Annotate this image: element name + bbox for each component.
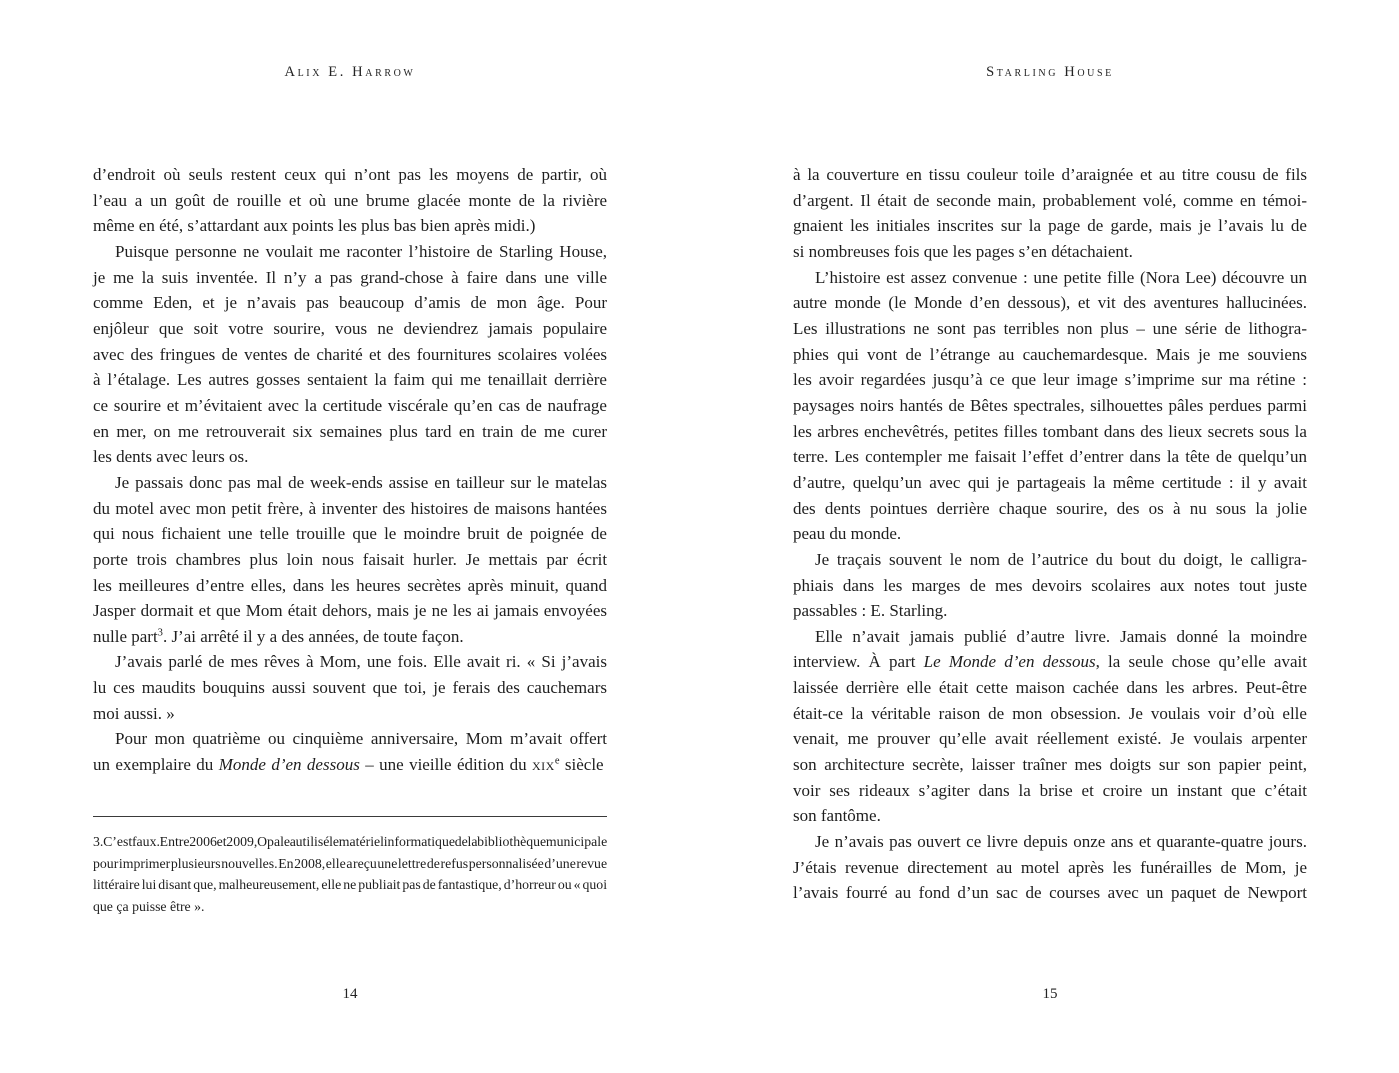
text-line: les arbres enchevêtrés, petites filles tombant dans des lieux secrets sous la xyxy=(793,421,1307,441)
text-line: porte trois chambres plus loin nous faisait hurler. Je mettais par écrit xyxy=(93,549,608,569)
text-line: à la couverture en tissu couleur toile d’araignée et au titre cousu de fils xyxy=(793,165,1308,184)
footnote-divider xyxy=(93,816,607,817)
text-line: d’endroit où seuls restent ceux qui n’ont pas les moyens de partir, où xyxy=(93,165,607,184)
text-line: nulle part$^3$. J’ai arrêté il y a des années, de toute façon. xyxy=(93,626,464,646)
text-line: était-ce la véritable raison de mon obsession. Je voulais voir d’où elle xyxy=(793,703,1307,723)
text-line: comme Eden, et je n’avais pas beaucoup d’amis de mon âge. Pour xyxy=(93,293,608,313)
text-line: du motel avec mon petit frère, à inventer des histoires de maisons hantées xyxy=(93,498,607,518)
text-line: d’autre, quelqu’un avec qui je partageais la même certitude : il y avait xyxy=(793,472,1307,492)
text-line: les avoir regardées jusqu’à ce que leur image s’imprime sur ma rétine : xyxy=(793,370,1307,390)
text-line: pour imprimer plusieurs nouvelles. En 2008, elle a reçu une lettre de refus personnalisée d’une revue xyxy=(93,855,608,871)
text-line: Je n’avais pas ouvert ce livre depuis onze ans et quarante-quatre jours. xyxy=(815,832,1307,852)
text-line: son fantôme. xyxy=(793,806,881,826)
text-line: son architecture secrète, laisser traîner mes doigts sur son papier peint, xyxy=(793,755,1308,775)
text-line: interview. À part Le Monde d’en dessous, la seule chose qu’elle avait xyxy=(793,652,1307,672)
page-left xyxy=(93,0,607,1073)
text-line: J’avais parlé de mes rêves à Mom, une fois. Elle avait ri. « Si j’avais xyxy=(115,652,607,672)
text-line: un exemplaire du Monde d’en dessous – une vieille édition du xix$^e$ siècle xyxy=(93,755,604,775)
text-line: 3. C’est faux. Entre 2006 et 2009, Opale a utilisé le matériel informatique de la bibliothèque municipale xyxy=(93,834,608,849)
footnote-block xyxy=(93,831,607,917)
text-line: passables : E. Starling. xyxy=(793,601,948,621)
text-line: que ça puisse être ». xyxy=(93,898,205,914)
text-line: gnaient les initiales inscrites sur la page de garde, mais je l’avais lu de xyxy=(793,216,1307,236)
running-header-title: Starling House xyxy=(986,64,1114,80)
text-line: même en été, s’attardant aux points les plus bas bien après midi.) xyxy=(93,216,536,236)
text-line: avec des fringues de ventes de charité et des fournitures scolaires volées xyxy=(93,344,607,364)
text-line: Les illustrations ne sont pas terribles non plus – une série de lithogra- xyxy=(793,318,1308,338)
text-line: Je passais donc pas mal de week-ends assise en tailleur sur le matelas xyxy=(115,472,607,492)
text-line: paysages noirs hantés de Bêtes spectrales, silhouettes pâles perdues parmi xyxy=(793,395,1307,415)
text-line: Je traçais souvent le nom de l’autrice du bout du doigt, le calligra- xyxy=(815,549,1308,569)
text-line: des dents pointues derrière chaque sourire, des os à nu sous la jolie xyxy=(793,498,1308,518)
text-line: ce sourire et m’évitaient avec la certitude viscérale qu’en cas de naufrage xyxy=(93,395,607,415)
page-number-right: 15 xyxy=(1042,986,1058,1002)
text-line: l’eau a un goût de rouille et où une brume glacée monte de la rivière xyxy=(93,190,608,210)
text-line: littéraire lui disant que, malheureusement, elle ne publiait pas de fantastique, d’horreur ou « quoi xyxy=(93,877,608,893)
text-line: laissée derrière elle était cette maison cachée dans les arbres. Peut-être xyxy=(793,678,1307,698)
text-line: Elle n’avait jamais publié d’autre livre. Jamais donné la moindre xyxy=(815,626,1307,646)
text-line: terre. Les contempler me faisait l’effet d’entrer dans la tête de quelqu’un xyxy=(793,447,1307,467)
text-line: les meilleures d’entre elles, dans les heures secrètes après minuit, quand xyxy=(93,575,607,595)
text-line: voir ses rideaux s’agiter dans la brise et croire un instant que c’était xyxy=(793,780,1308,800)
text-line: autre monde (le Monde d’en dessous), et vit des aventures hallucinées. xyxy=(793,293,1307,313)
page-left-body xyxy=(93,162,607,778)
text-line: Pour mon quatrième ou cinquième anniversaire, Mom m’avait offert xyxy=(115,729,608,749)
text-line: phiais dans les marges de mes devoirs scolaires aux notes tout juste xyxy=(793,575,1307,595)
text-line: je me la suis inventée. Il n’y a pas grand-chose à faire dans une ville xyxy=(93,267,608,287)
text-line: moi aussi. » xyxy=(93,703,175,723)
text-line: venait, me prouver qu’elle avait réellement existé. Je voulais arpenter xyxy=(793,729,1307,749)
text-line: l’avais fourré au fond d’un sac de courses avec un paquet de Newport xyxy=(793,883,1308,903)
text-line: qui nous fichaient une telle trouille que le moindre bruit de poignée de xyxy=(93,524,607,544)
text-line: Puisque personne ne voulait me raconter l’histoire de Starling House, xyxy=(115,241,607,261)
text-line: peau du monde. xyxy=(793,524,902,544)
text-line: enjôleur que soit votre sourire, vous ne deviendrez jamais populaire xyxy=(93,318,608,338)
text-line: Jasper dormait et que Mom était dehors, mais je ne les ai jamais envoyées xyxy=(93,601,607,621)
text-line: à l’étalage. Les autres gosses sentaient la faim qui me tenaillait derrière xyxy=(93,370,607,390)
text-line: L’histoire est assez convenue : une petite fille (Nora Lee) découvre un xyxy=(815,267,1307,287)
text-line: d’argent. Il était de seconde main, probablement volé, comme en témoi- xyxy=(793,190,1308,210)
text-line: les dents avec leurs os. xyxy=(93,447,249,467)
text-line: lu ces maudits bouquins aussi souvent que toi, je ferais des cauchemars xyxy=(93,678,607,698)
text-line: J’étais revenue directement au motel après les funérailles de Mom, je xyxy=(793,857,1308,877)
page-number-left: 14 xyxy=(342,986,358,1002)
text-line: phies qui vont de l’étrange au cauchemardesque. Mais je me souviens xyxy=(793,344,1308,364)
text-line: en mer, on me retrouverait six semaines plus tard en train de me curer xyxy=(93,421,607,441)
text-line: si nombreuses fois que les pages s’en détachaient. xyxy=(793,241,1133,261)
page-right-body xyxy=(793,162,1307,906)
running-header-author: Alix E. Harrow xyxy=(284,64,416,80)
page-right xyxy=(793,0,1307,1073)
